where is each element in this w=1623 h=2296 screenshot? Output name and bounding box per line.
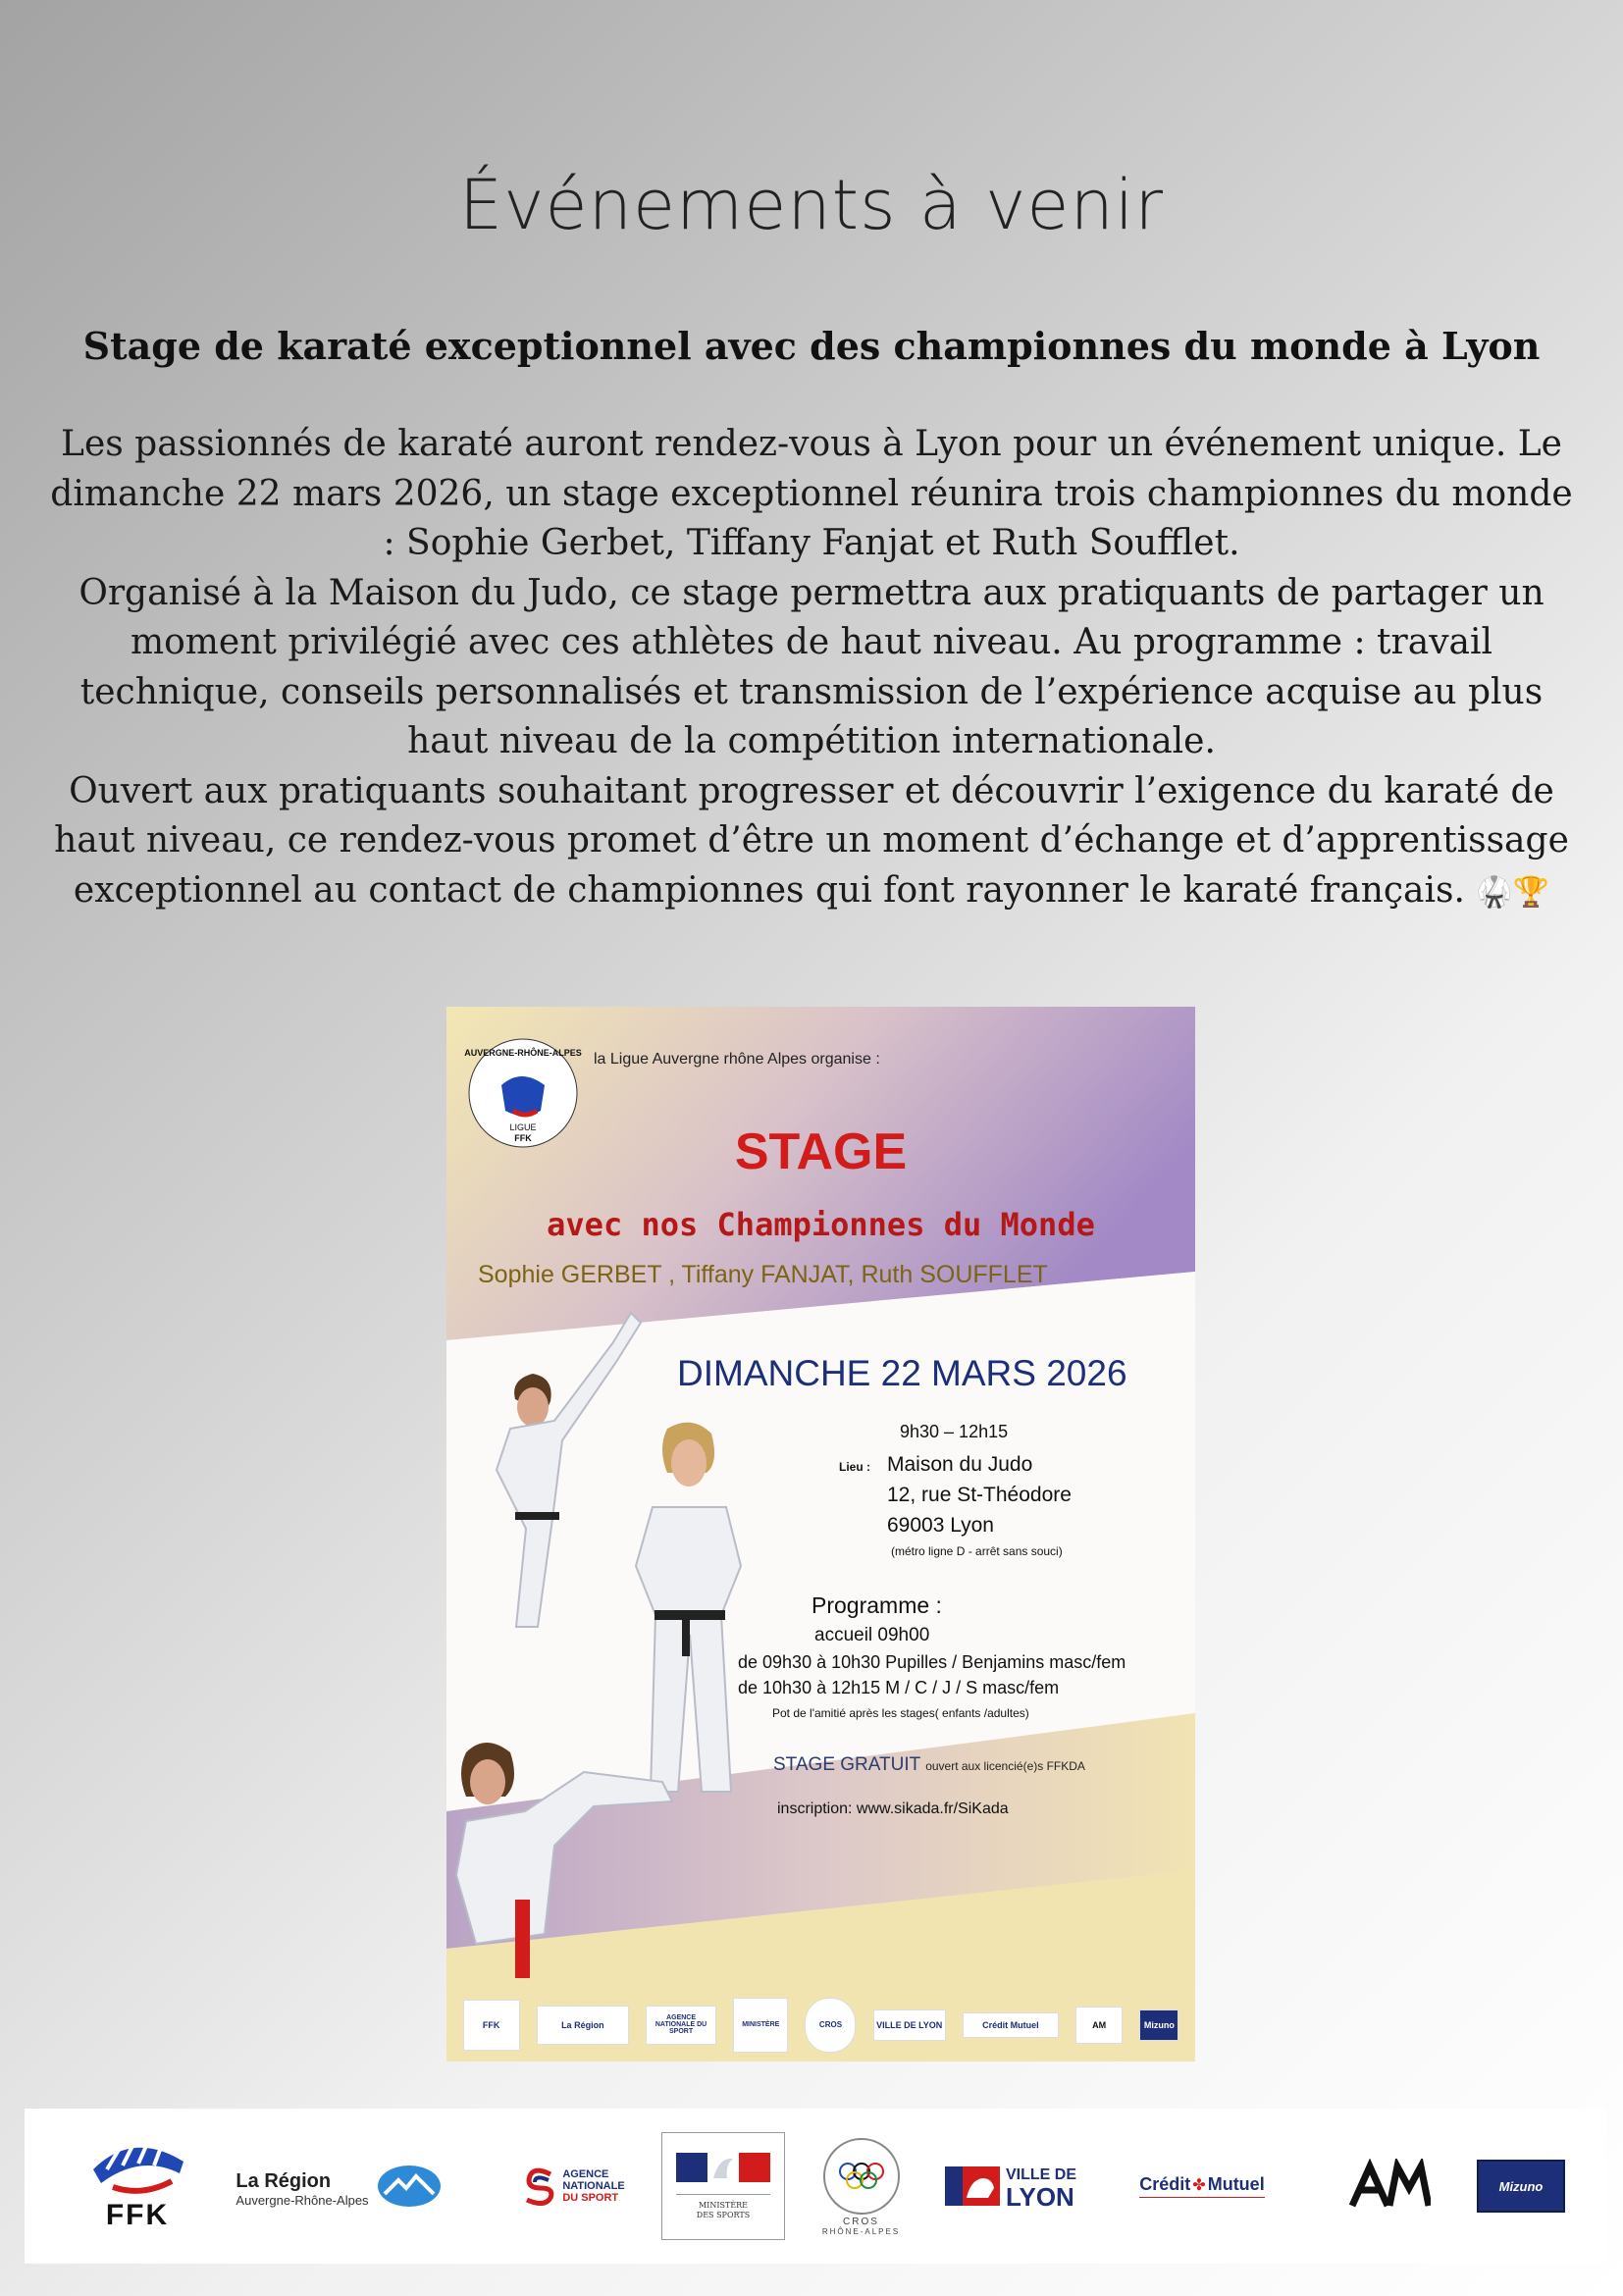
- cros-text: CROS: [843, 2217, 879, 2227]
- poster-logo-am: AM: [1075, 2007, 1123, 2044]
- region-subtitle: Auvergne-Rhône-Alpes: [236, 2193, 369, 2208]
- event-poster: [446, 1007, 1195, 2061]
- ans-line-1: AGENCE: [562, 2168, 609, 2180]
- sponsor-logo-strip: [25, 2109, 1606, 2264]
- karate-trophy-emoji: 🥋🏆: [1476, 874, 1550, 910]
- french-flag-marianne-icon: [676, 2153, 770, 2188]
- paragraph-2: Organisé à la Maison du Judo, ce stage permettra aux pratiquants de partager un moment privilégié avec ces athlètes de haut niveau. Au programme : travail technique, conseils personnalisés et transmission de l’expérience acquise au plus haut niveau de la compétition internationale.: [79, 572, 1544, 761]
- ministere-logo: [654, 2109, 792, 2264]
- ministere-box: [661, 2132, 785, 2240]
- paragraph-1: Les passionnés de karaté auront rendez-vous à Lyon pour un événement unique. Le dimanche 22 mars 2026, un stage exceptionnel réunira trois championnes du monde : Sophie Gerbet, Tiffany Fanjat et Ruth Soufflet.: [50, 424, 1573, 563]
- poster-logo-ffk: FFK: [463, 2000, 520, 2051]
- paragraph-3-text: Ouvert aux pratiquants souhaitant progresser et découvrir l’exigence du karaté de haut niveau, ce rendez-vous promet d’être un moment d’échange et d’apprentissage exceptionnel au contact de championnes qui font rayonner le karaté français.: [54, 770, 1569, 911]
- poster-logo-credit-mutuel: Crédit Mutuel: [963, 2012, 1059, 2038]
- lyon-line-2: LYON: [1005, 2182, 1074, 2212]
- article-body: [39, 420, 1584, 917]
- poster-session-1: de 09h30 à 10h30 Pupilles / Benjamins masc/fem: [738, 1652, 1126, 1672]
- poster-logo-lyon: VILLE DE LYON: [873, 2009, 946, 2041]
- poster-address-line2: 69003 Lyon: [887, 1514, 994, 1537]
- poster-gratuit-label: STAGE GRATUIT: [773, 1754, 920, 1775]
- am-logo: [1335, 2109, 1442, 2264]
- poster-programme-title: Programme :: [812, 1592, 942, 1618]
- region-mountain-icon: [377, 2165, 442, 2208]
- poster-logo-ministere: MINISTÈRE: [733, 1998, 788, 2053]
- credit-mutuel-symbol-icon: ✤: [1192, 2175, 1206, 2194]
- poster-stage-title: STAGE: [734, 1123, 908, 1180]
- poster-logo-mizuno: Mizuno: [1139, 2009, 1178, 2041]
- lyon-lion-icon: [945, 2166, 1000, 2206]
- poster-date: DIMANCHE 22 MARS 2026: [677, 1353, 1127, 1393]
- page-title: Événements à venir: [458, 165, 1165, 245]
- am-monogram-icon: [1346, 2159, 1431, 2214]
- poster-gratuit: [773, 1754, 1085, 1776]
- ligue-badge-top-text: AUVERGNE-RHÔNE-ALPES: [464, 1048, 582, 1058]
- poster-inscription: inscription: www.sikada.fr/SiKada: [777, 1800, 1009, 1817]
- poster-address-line1: 12, rue St-Théodore: [887, 1484, 1072, 1506]
- region-logo: [216, 2109, 461, 2264]
- poster-names: Sophie GERBET , Tiffany FANJAT, Ruth SOUFFLET: [478, 1261, 1048, 1288]
- paragraph-3: [39, 767, 1584, 918]
- cros-subtitle: RHÔNE-ALPES: [821, 2227, 901, 2236]
- ffk-hand-icon: [83, 2140, 191, 2197]
- lyon-line-1: VILLE DE: [1005, 2166, 1076, 2183]
- credit-mutuel-logo: [1114, 2109, 1290, 2264]
- credit-mutuel-part-b: Mutuel: [1207, 2174, 1265, 2194]
- athlete-punch-figure: [446, 1733, 770, 1988]
- region-title: La Région: [236, 2170, 332, 2192]
- poster-pot: Pot de l'amitié après les stages( enfants /adultes): [772, 1706, 1029, 1720]
- poster-time: 9h30 – 12h15: [900, 1422, 1009, 1441]
- poster-lieu: Maison du Judo: [887, 1453, 1033, 1476]
- article-subtitle: Stage de karaté exceptionnel avec des championnes du monde à Lyon: [82, 324, 1541, 368]
- poster-session-2: de 10h30 à 12h15 M / C / J / S masc/fem: [738, 1678, 1060, 1697]
- cros-olympic-rings-icon: [821, 2136, 902, 2217]
- poster-champions-line: avec nos Championnes du Monde: [547, 1206, 1095, 1243]
- ministere-line-2: DES SPORTS: [696, 2210, 751, 2219]
- ministere-line-1: MINISTÈRE: [698, 2200, 749, 2210]
- ans-s-icon: [523, 2166, 556, 2206]
- ffk-text: FFK: [105, 2199, 170, 2231]
- poster-gratuit-sub: ouvert aux licencié(e)s FFKDA: [925, 1759, 1085, 1773]
- mizuno-logo: [1467, 2109, 1575, 2264]
- ffk-logo: [74, 2109, 201, 2264]
- poster-logo-cros: CROS: [805, 1998, 856, 2053]
- poster-logo-ans: AGENCE NATIONALE DU SPORT: [646, 2006, 716, 2045]
- ans-logo: [500, 2109, 648, 2264]
- ville-de-lyon-logo: [932, 2109, 1089, 2264]
- poster-organizer: la Ligue Auvergne rhône Alpes organise :: [594, 1051, 880, 1068]
- ligue-badge-bottom-text: LIGUE: [509, 1122, 537, 1132]
- cros-logo: [800, 2109, 922, 2264]
- poster-lieu-label: Lieu :: [839, 1460, 870, 1474]
- ans-line-3: DU SPORT: [562, 2192, 619, 2204]
- poster-accueil: accueil 09h00: [814, 1625, 930, 1645]
- ligue-badge-ffk-text: FFK: [514, 1133, 532, 1143]
- poster-metro: (métro ligne D - arrêt sans souci): [891, 1544, 1063, 1558]
- ans-line-2: NATIONALE: [562, 2180, 625, 2192]
- poster-logo-region: La Région: [537, 2006, 629, 2045]
- mizuno-text: Mizuno: [1498, 2178, 1544, 2194]
- credit-mutuel-part-a: Crédit: [1139, 2174, 1191, 2194]
- poster-sponsor-logos: [446, 1988, 1195, 2061]
